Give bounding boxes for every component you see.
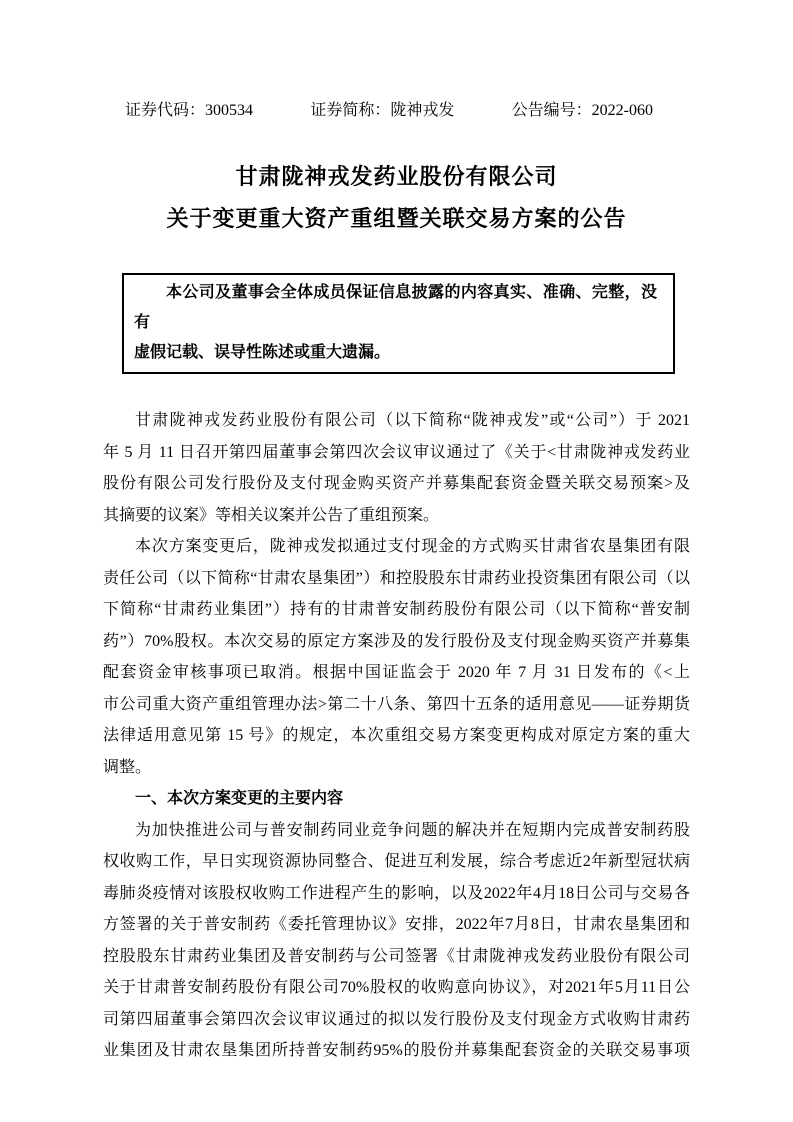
company-title: 甘肃陇神戎发药业股份有限公司 xyxy=(235,164,558,189)
text-line: 年 5 月 11 日召开第四届董事会第四次会议审议通过了《关于<甘肃陇神戎发药业 xyxy=(103,443,690,461)
text-line: 股份有限公司发行股份及支付现金购买资产并募集配套资金暨关联交易预案>及 xyxy=(103,475,690,492)
text-line: 调整。 xyxy=(103,758,152,776)
stock-code: 证券代码：300534 xyxy=(125,102,254,119)
disclaimer-line: 虚假记载、误导性陈述或重大遗漏。 xyxy=(134,344,391,361)
stock-short-name: 证券简称：陇神戎发 xyxy=(310,102,455,119)
text-line: 方签署的关于普安制药《委托管理协议》安排，2022年7月8日，甘肃农垦集团和 xyxy=(103,916,690,933)
text-line: 其摘要的议案》等相关议案并公告了重组预案。 xyxy=(103,506,440,524)
document-header xyxy=(103,100,690,122)
text-line: 配套资金审核事项已取消。根据中国证监会于 2020 年 7 月 31 日发布的《<上 xyxy=(103,664,690,681)
announcement-title: 关于变更重大资产重组暨关联交易方案的公告 xyxy=(166,206,627,231)
document-body xyxy=(103,405,690,1067)
text-line: 司第四届董事会第四次会议审议通过的拟以发行股份及支付现金方式收购甘肃药 xyxy=(103,1010,690,1028)
section-heading-1: 一、本次方案变更的主要内容 xyxy=(135,790,344,807)
text-line: 为加快推进公司与普安制药同业竞争问题的解决并在短期内完成普安制药股 xyxy=(135,821,690,839)
text-line: 责任公司（以下简称“甘肃农垦集团”）和控股股东甘肃药业投资集团有限公司（以 xyxy=(103,569,690,587)
text-line: 业集团及甘肃农垦集团所持普安制药95%的股份并募集配套资金的关联交易事项 xyxy=(103,1042,690,1059)
text-line: 控股股东甘肃药业集团及普安制药与公司签署《甘肃陇神戎发药业股份有限公司 xyxy=(103,947,690,965)
text-line: 下简称“甘肃药业集团”）持有的甘肃普安制药股份有限公司（以下简称“普安制 xyxy=(103,601,690,618)
disclaimer-box xyxy=(122,273,675,374)
text-line: 甘肃陇神戎发药业股份有限公司（以下简称“陇神戎发”或“公司”）于 2021 xyxy=(135,412,690,429)
text-line: 本次方案变更后，陇神戎发拟通过支付现金的方式购买甘肃省农垦集团有限 xyxy=(135,538,690,555)
text-line: 权收购工作，早日实现资源协同整合、促进互利发展，综合考虑近2年新型冠状病 xyxy=(103,853,690,870)
disclaimer-line: 本公司及董事会全体成员保证信息披露的内容真实、准确、完整，没有 xyxy=(134,284,657,331)
text-line: 毒肺炎疫情对该股权收购工作进程产生的影响，以及2022年4月18日公司与交易各 xyxy=(103,884,690,902)
text-line: 药”）70%股权。本次交易的原定方案涉及的发行股份及支付现金购买资产并募集 xyxy=(103,632,690,650)
text-line: 法律适用意见第 15 号》的规定，本次重组交易方案变更构成对原定方案的重大 xyxy=(103,727,690,744)
text-line: 市公司重大资产重组管理办法>第二十八条、第四十五条的适用意见——证券期货 xyxy=(103,695,690,713)
text-line: 关于甘肃普安制药股份有限公司70%股权的收购意向协议》，对2021年5月11日公 xyxy=(103,979,690,996)
announcement-number: 公告编号：2022-060 xyxy=(511,102,653,119)
